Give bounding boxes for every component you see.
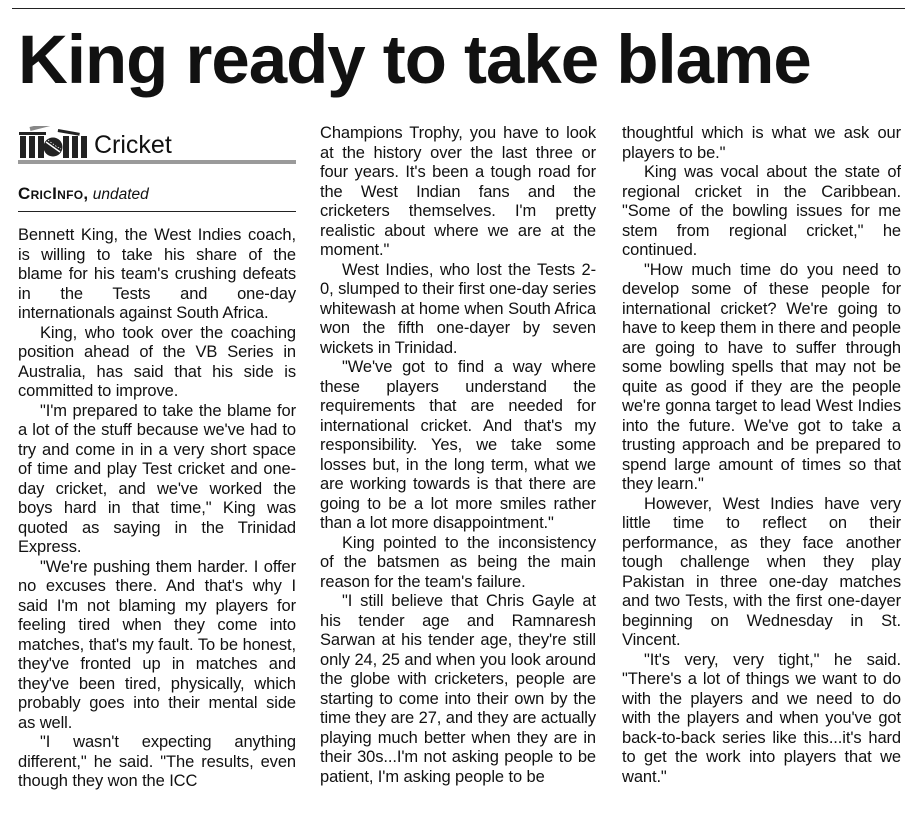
headline: King ready to take blame: [18, 21, 811, 98]
section-label: Cricket: [94, 131, 172, 159]
cricket-stumps-ball-icon: [18, 126, 90, 160]
article-column-3: [622, 124, 901, 818]
top-rule: [12, 8, 905, 9]
paragraph: King, who took over the coaching position ahead of the VB Series in Australia, has said that his side is committed to improve.: [18, 323, 296, 400]
paragraph: However, West Indies have very little time to reflect on their performance, as they face another tough challenge when they play Pakistan in three one-day matches and two Tests, with the first one-dayer beginning on Wednesday in St. Vincent.: [622, 494, 901, 649]
paragraph: Champions Trophy, you have to look at the history over the last three or four years. It's been a tough road for the West Indian fans and the cricketers themselves. I'm pretty realistic about where we are at the moment.": [320, 124, 596, 259]
article-column-1: [18, 226, 296, 818]
source-date: undated: [92, 186, 149, 203]
paragraph: West Indies, who lost the Tests 2-0, slumped to their first one-day series whitewash at home when South Africa won the fifth one-dayer by seven wickets in Trinidad.: [320, 260, 596, 357]
section-rule: [18, 160, 296, 164]
paragraph: thoughtful which is what we ask our players to be.": [622, 124, 901, 162]
paragraph: "I still believe that Chris Gayle at his tender age and Ramnaresh Sarwan at his tender age, they're still only 24, 25 and when you look around the globe with cricketers, people are starting to come into their own by the time they are 27, and they are actually playing much better when they are in their 30s...I'm not asking people to be patient, I'm asking people to be: [320, 592, 596, 786]
paragraph: "It's very, very tight," he said. "There's a lot of things we want to do with the players and we need to do with the players and when you've got back-to-back series like this...it's hard to get the work into players that we want.": [622, 650, 901, 786]
byline: [18, 184, 149, 205]
paragraph: "We're pushing them harder. I offer no excuses there. And that's why I said I'm not blaming my players for feeling tired when they come into matches, that's my fault. To be honest, they've fronted up in matches and they've been tired, physically, which probably goes into their mental side as well.: [18, 557, 296, 732]
paragraph: King was vocal about the state of regional cricket in the Caribbean. "Some of the bowling issues for me stem from regional cricket," he continued.: [622, 163, 901, 259]
paragraph: King pointed to the inconsistency of the batsmen as being the main reason for the team's failure.: [320, 533, 596, 591]
byline-rule: [18, 211, 296, 212]
paragraph: Bennett King, the West Indies coach, is willing to take his share of the blame for his team's crushing defeats in the Tests and one-day internationals against South Africa.: [18, 226, 296, 322]
paragraph: "We've got to find a way where these players understand the requirements that are needed for international cricket. And that's my responsibility. Yes, we take some losses but, in the long term, what we are working towards is that there are going to be a lot more smiles rather than a lot more disappointment.": [320, 358, 596, 532]
paragraph: "I'm prepared to take the blame for a lot of the stuff because we've had to try and come in in a very short space of time and play Test cricket and one-day cricket, and we've worked the boys hard in that time," King was quoted as saying in the Trinidad Express.: [18, 401, 296, 556]
paragraph: "I wasn't expecting anything different," he said. "The results, even though they won the ICC: [18, 733, 296, 790]
source-name: CricInfo,: [18, 184, 89, 203]
paragraph: "How much time do you need to develop some of these people for international cricket? We're going to have to keep them in there and people are going to have to suffer through some bowling spells that may not be quite as good if they are the people we're gonna target to lead West Indies into the future. We've got to take a trusting approach and be prepared to spend large amount of times so that they learn.": [622, 260, 901, 493]
article-column-2: [320, 124, 596, 818]
